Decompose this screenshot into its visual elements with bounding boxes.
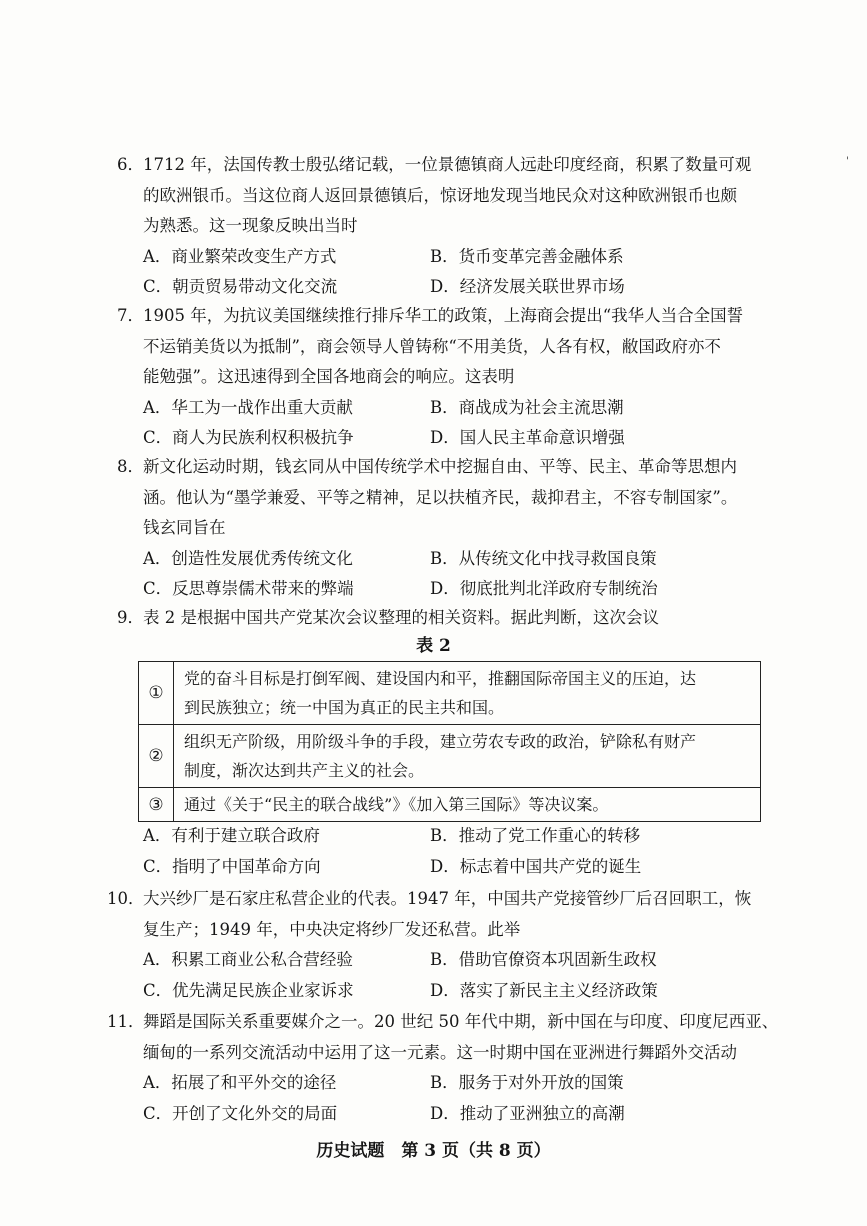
option-d: D．国人民主革命意识增强 [430, 428, 625, 447]
option-d: D．经济发展关联世界市场 [430, 277, 625, 296]
question-number: 9． [117, 608, 144, 627]
row-index: ① [139, 662, 174, 725]
option-b: B．从传统文化中找寻救国良策 [430, 548, 657, 568]
table-row [139, 662, 761, 725]
question-8 [117, 452, 767, 605]
option-a: A．创造性发展优秀传统文化 [143, 548, 353, 568]
option-d: D．标志着中国共产党的诞生 [430, 856, 642, 876]
option-a: A．商业繁荣改变生产方式 [143, 246, 337, 266]
option-a: A．有利于建立联合政府 [143, 826, 320, 845]
row-index: ③ [139, 788, 174, 822]
question-number: 6． [117, 155, 144, 174]
option-c: C．反思尊崇儒术带来的弊端 [143, 579, 354, 598]
table-row [139, 725, 761, 788]
row-text: 组织无产阶级，用阶级斗争的手段，建立劳农专政的政治，铲除私有财产 制度，渐次达到共产主义的社会。 [174, 725, 761, 788]
option-b: B．服务于对外开放的国策 [430, 1073, 624, 1092]
table-2 [138, 661, 761, 822]
option-b: B．借助官僚资本巩固新生政权 [430, 950, 657, 969]
question-number: 10． [107, 889, 145, 908]
options [143, 544, 767, 605]
question-stem: 新文化运动时期，钱玄同从中国传统学术中挖掘自由、平等、民主、革命等思想内 涵。他认为“墨学兼爱、平等之精神，足以扶植齐民，裁抑君主，不容专制国家”。 钱玄同旨在 [143, 457, 738, 537]
question-stem: 大兴纱厂是石家庄私营企业的代表。1947 年，中国共产党接管纱厂后召回职工，恢 复生产；1949 年，中央决定将纱厂发还私营。此举 [143, 889, 752, 939]
option-c: C．商人为民族利权积极抗争 [143, 428, 354, 447]
question-11 [107, 1007, 779, 1129]
options [143, 1068, 757, 1129]
question-number: 7． [117, 306, 144, 325]
question-10 [107, 884, 757, 1006]
question-9 [117, 603, 767, 634]
option-d: D．推动了亚洲独立的高潮 [430, 1103, 625, 1123]
option-a: A．华工为一战作出重大贡献 [143, 397, 353, 417]
table-caption: 表 2 [416, 636, 451, 656]
question-stem: 1905 年，为抗议美国继续推行排斥华工的政策，上海商会提出“我华人当合全国誓 不运销美货以为抵制”，商会领导人曾铸称“不用美货，人各有权，敝国政府亦不 能勉强”。这迅速得到全国各地商会的响应。这表明 [143, 306, 744, 386]
options [143, 242, 767, 303]
option-b: B．商战成为社会主流思潮 [430, 397, 624, 417]
option-c: C．开创了文化外交的局面 [143, 1103, 338, 1123]
options [143, 393, 767, 454]
option-c: C．优先满足民族企业家诉求 [143, 980, 354, 1000]
row-text: 通过《关于“民主的联合战线”》《加入第三国际》等决议案。 [174, 788, 761, 822]
question-number: 8． [117, 457, 144, 476]
option-d: D．落实了新民主主义经济政策 [430, 980, 658, 1000]
option-d: D．彻底批判北洋政府专制统治 [430, 579, 658, 598]
option-a: A．积累工商业公私合营经验 [143, 950, 353, 969]
options [143, 821, 767, 882]
option-b: B．货币变革完善金融体系 [430, 246, 624, 266]
row-text: 党的奋斗目标是打倒军阀、建设国内和平，推翻国际帝国主义的压迫，达 到民族独立；统一中国为真正的民主共和国。 [174, 662, 761, 725]
question-stem: 1712 年，法国传教士殷弘绪记载，一位景德镇商人远赴印度经商，积累了数量可观 的欧洲银币。当这位商人返回景德镇后，惊讶地发现当地民众对这种欧洲银币也颇 为熟悉。这一现象反映出当时 [143, 155, 752, 235]
options [143, 945, 757, 1006]
question-number: 11． [107, 1012, 145, 1031]
question-stem: 表 2 是根据中国共产党某次会议整理的相关资料。据此判断，这次会议 [143, 608, 659, 627]
option-b: B．推动了党工作重心的转移 [430, 826, 641, 845]
page-footer: 历史试题 第 3 页（共 8 页） [316, 1141, 551, 1161]
option-c: C．朝贡贸易带动文化交流 [143, 277, 338, 296]
question-stem: 舞蹈是国际关系重要媒介之一。20 世纪 50 年代中期，新中国在与印度、印度尼西亚、 缅甸的一系列交流活动中运用了这一元素。这一时期中国在亚洲进行舞蹈外交活动 [143, 1012, 779, 1062]
question-9-options [117, 821, 767, 882]
option-c: C．指明了中国革命方向 [143, 856, 321, 876]
scan-mark: ' [846, 156, 849, 167]
option-a: A．拓展了和平外交的途径 [143, 1073, 337, 1092]
row-index: ② [139, 725, 174, 788]
question-7 [117, 301, 767, 454]
question-6 [117, 150, 767, 303]
table-row [139, 788, 761, 822]
